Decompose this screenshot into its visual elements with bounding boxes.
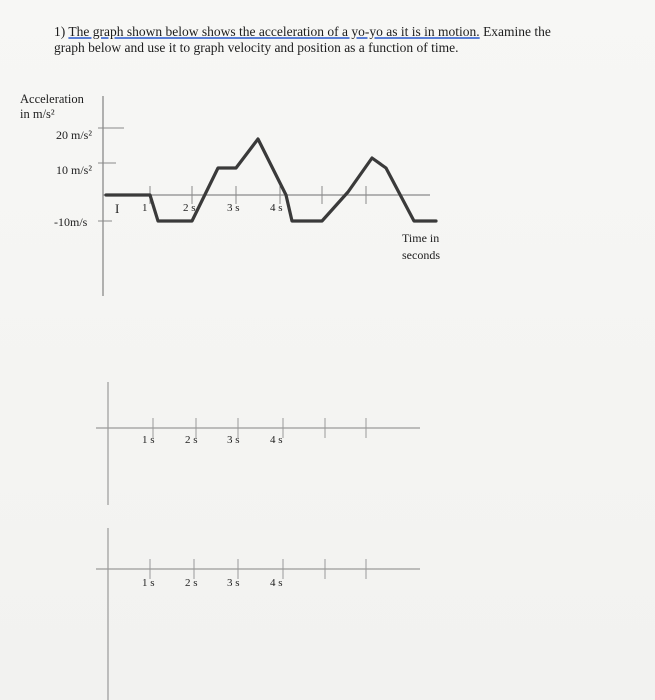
accel-y-tick-label-20: 20 m/s² [56,128,92,142]
accel-x-tick-label-2: 2 s [183,202,196,214]
position-x-tick-label-4: 4 s [270,577,283,589]
accel-y-tick-label-10: 10 m/s² [56,163,92,177]
velocity-x-tick-label-3: 3 s [227,434,240,446]
position-x-tick-label-1: 1 s [142,577,155,589]
position-axes [96,528,420,700]
position-x-tick-label-3: 3 s [227,577,240,589]
accel-ylabel-line2: in m/s² [20,107,55,121]
accel-xlabel-line2: seconds [402,248,440,262]
question-underlined-sentence: The graph shown below shows the acceleration of a yo-yo as it is in motion. [68,24,480,39]
velocity-x-tick-label-4: 4 s [270,434,283,446]
position-x-tick-label-2: 2 s [185,577,198,589]
question-line-1-end: Examine the [479,24,551,39]
accel-x-tick-label-4: 4 s [270,202,283,214]
accel-y-tick-label-neg10: -10m/s [54,215,88,229]
accel-stray-mark: I [115,201,120,216]
accel-x-tick-label-3: 3 s [227,202,240,214]
accel-ylabel-line1: Acceleration [20,92,84,106]
velocity-x-tick-label-2: 2 s [185,434,198,446]
acceleration-graph [98,96,436,296]
question-number: 1) [54,24,69,39]
accel-x-tick-label-1: 1 [142,202,148,214]
accel-xlabel-line1: Time in [402,231,440,245]
question-line-2: graph below and use it to graph velocity and position as a function of time. [54,40,459,55]
velocity-x-tick-label-1: 1 s [142,434,155,446]
